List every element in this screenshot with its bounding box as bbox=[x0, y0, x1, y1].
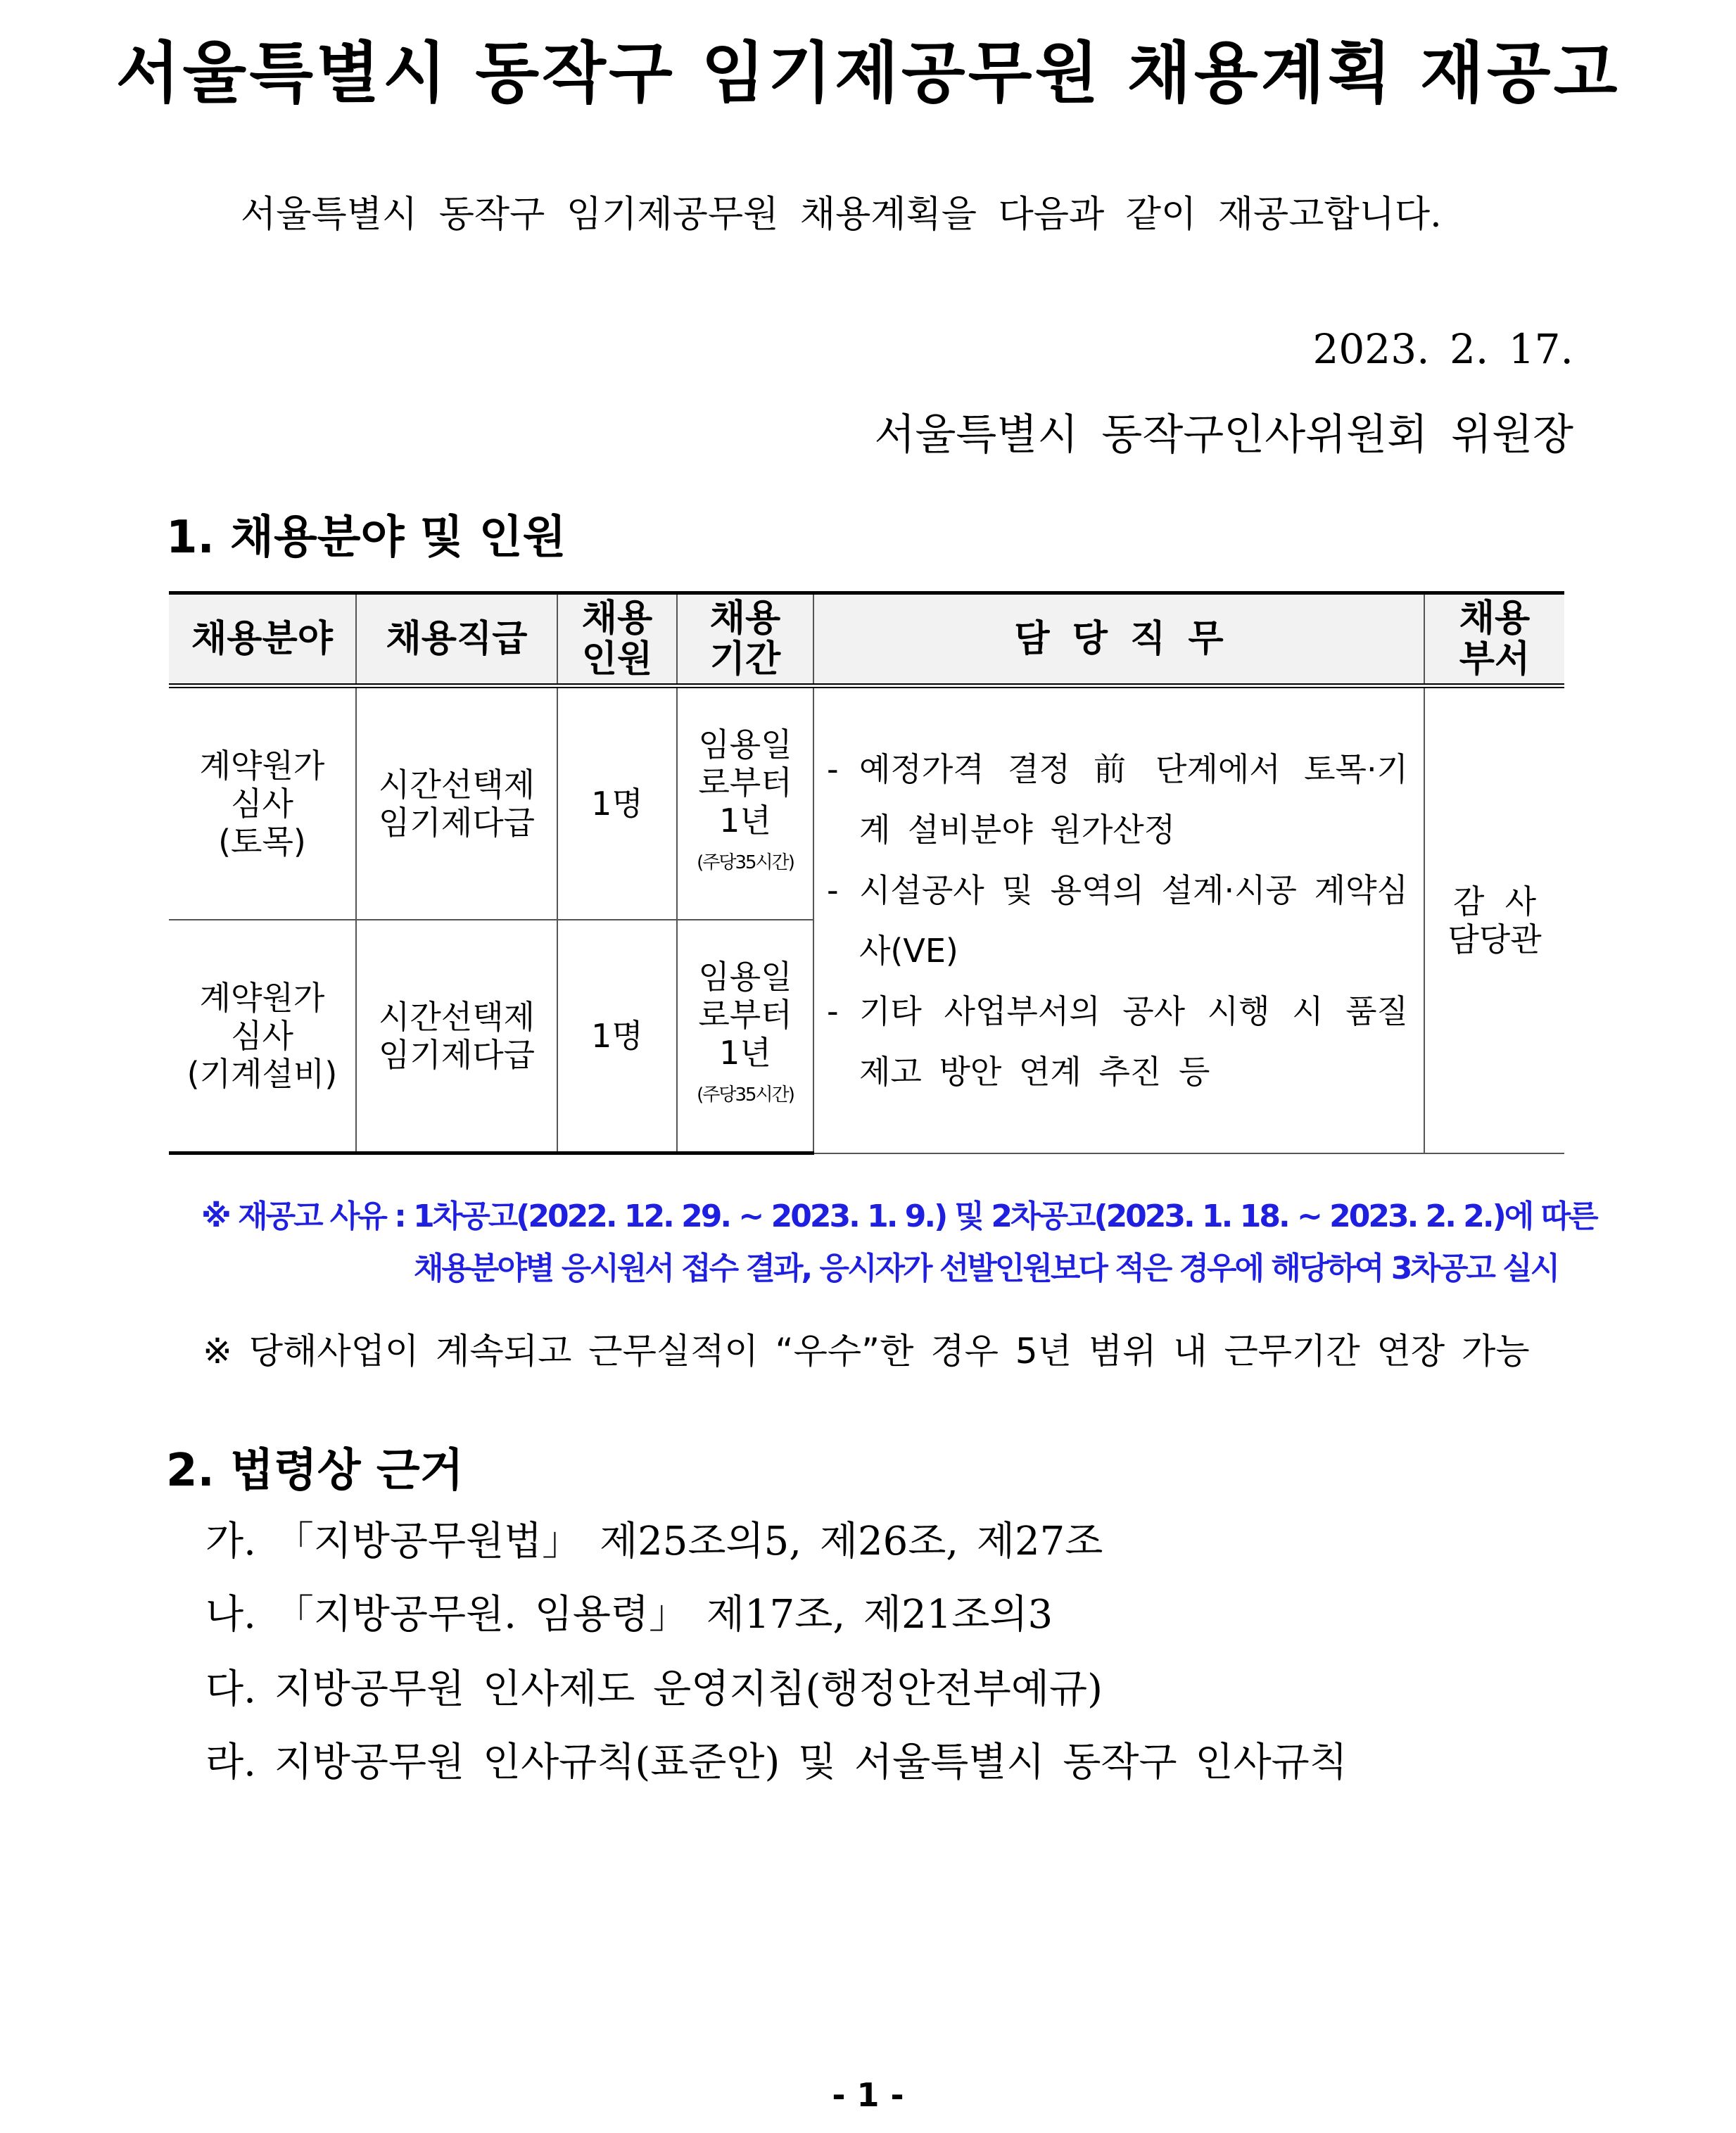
table-header-row bbox=[169, 593, 1564, 686]
reannounce-reason-line2: 채용분야별 응시원서 접수 결과, 응시자가 선발인원보다 적은 경우에 해당하여 3차공고 실시 bbox=[414, 1251, 1559, 1286]
reannounce-reason-line1: ※ 재공고 사유 : 1차공고(2022. 12. 29. ~ 2023. 1. 9.) 및 2차공고(2023. 1. 18. ~ 2023. 2. 2.)에 따른 bbox=[201, 1198, 1597, 1234]
cell-dept: 감 사 담당관 bbox=[1424, 686, 1564, 1153]
header-count: 채용 인원 bbox=[557, 593, 677, 686]
duty-item: - 기타 사업부서의 공사 시행 시 품질 제고 방안 연계 추진 등 bbox=[827, 992, 1408, 1091]
recruitment-table bbox=[169, 591, 1564, 1155]
cell-count: 1명 bbox=[557, 920, 677, 1153]
header-period: 채용 기간 bbox=[677, 593, 813, 686]
section-heading-recruitment: 1. 채용분야 및 인원 bbox=[166, 512, 566, 564]
legal-basis-item: 가. 「지방공무원법」 제25조의5, 제26조, 제27조 bbox=[205, 1519, 1103, 1564]
cell-duties bbox=[813, 686, 1424, 1153]
header-dept: 채용 부서 bbox=[1424, 593, 1564, 686]
header-field: 채용분야 bbox=[169, 593, 356, 686]
header-duties: 담 당 직 무 bbox=[813, 593, 1424, 686]
cell-period: 임용일 로부터 1년 (주당35시간) bbox=[677, 920, 813, 1153]
legal-basis-item: 라. 지방공무원 인사규칙(표준안) 및 서울특별시 동작구 인사규칙 bbox=[205, 1740, 1348, 1785]
duty-item: - 예정가격 결정 前 단계에서 토목·기계 설비분야 원가산정 bbox=[827, 749, 1408, 849]
cell-period: 임용일 로부터 1년 (주당35시간) bbox=[677, 686, 813, 920]
announcement-date: 2023. 2. 17. bbox=[1312, 325, 1573, 373]
cell-count: 1명 bbox=[557, 686, 677, 920]
header-grade: 채용직급 bbox=[356, 593, 557, 686]
section-heading-legal-basis: 2. 법령상 근거 bbox=[166, 1445, 464, 1497]
page-number: - 1 - bbox=[832, 2076, 904, 2114]
cell-grade: 시간선택제 임기제다급 bbox=[356, 920, 557, 1153]
extension-note: ※ 당해사업이 계속되고 근무실적이 “우수”한 경우 5년 범위 내 근무기간 연장 가능 bbox=[203, 1331, 1530, 1372]
cell-field: 계약원가 심사 (기계설비) bbox=[169, 920, 356, 1153]
intro-text: 서울특별시 동작구 임기제공무원 채용계획을 다음과 같이 재공고합니다. bbox=[241, 194, 1442, 236]
issuer-name: 서울특별시 동작구인사위원회 위원장 bbox=[874, 410, 1573, 460]
cell-grade: 시간선택제 임기제다급 bbox=[356, 686, 557, 920]
legal-basis-item: 다. 지방공무원 인사제도 운영지침(행정안전부예규) bbox=[205, 1666, 1103, 1712]
legal-basis-item: 나. 「지방공무원. 임용령」 제17조, 제21조의3 bbox=[205, 1592, 1053, 1638]
table-row bbox=[169, 686, 1564, 920]
cell-field: 계약원가 심사 (토목) bbox=[169, 686, 356, 920]
duty-item: - 시설공사 및 용역의 설계·시공 계약심사(VE) bbox=[827, 871, 1408, 970]
document-title: 서울특별시 동작구 임기제공무원 채용계획 재공고 bbox=[115, 35, 1621, 112]
